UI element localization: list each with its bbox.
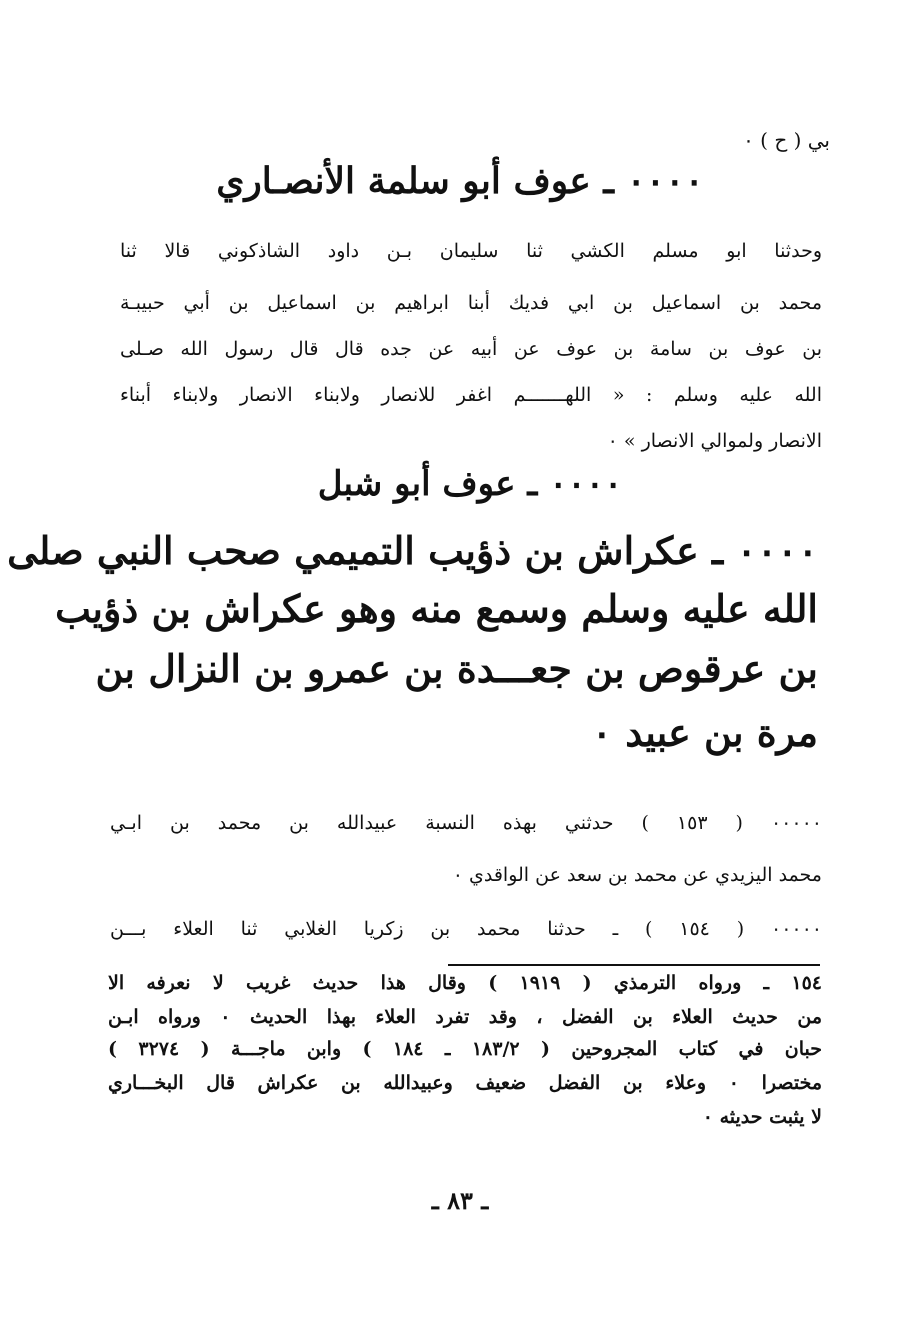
hadith-text-line: وحدثنا ابو مسلم الكشي ثنا سليمان بـن داود الشاذكوني قالا ثنا	[120, 240, 822, 262]
hadith-text-line: محمد بن اسماعيل بن ابي فديك أبنا ابراهيم بن اسماعيل بن أبي حبيبـة	[120, 292, 822, 314]
footnote-line: من حديث العلاء بن الفضل ، وقد تفرد العلاء بهذا الحديث ٠ ورواه ابـن	[108, 1006, 822, 1028]
footnote-line: لا يثبت حديثه ٠	[702, 1106, 822, 1128]
footnote-line: مختصرا ٠ وعلاء بن الفضل ضعيف وعبيدالله بن عكراش قال البخـــاري	[108, 1072, 823, 1094]
footnote-line: حبان في كتاب المجروحين ( ١٨٣/٢ ـ ١٨٤ ) وابن ماجـــة ( ٣٢٧٤ )	[108, 1038, 823, 1060]
biography-line: مرة بن عبيد ٠	[591, 710, 818, 755]
header-note: بي ( ح ) ٠	[743, 128, 830, 152]
footnote-divider	[448, 964, 820, 966]
biography-line: بن عرقوص بن جعـــدة بن عمرو بن النزال بن	[95, 646, 818, 691]
entry-heading-awf-abu-salama: ٠٠٠٠ ـ عوف أبو سلمة الأنصـاري	[216, 160, 704, 202]
hadith-text-line: الله عليه وسلم : « اللهـــــــم اغفر للانصار ولابناء الانصار ولابناء أبناء	[120, 384, 822, 406]
entry-heading-awf-abu-shibl: ٠٠٠٠ ـ عوف أبو شبل	[317, 464, 623, 504]
hadith-text-line: بن عوف بن سامة بن عوف عن أبيه عن جده قال قال رسول الله صـلى	[120, 338, 822, 360]
page-number: ـ ٨٣ ـ	[431, 1186, 489, 1215]
narration-line: ٠٠٠٠٠ ( ١٥٣ ) حدثني بهذه النسبة عبيدالله بن محمد بن ابـي	[110, 812, 822, 834]
biography-line: الله عليه وسلم وسمع منه وهو عكراش بن ذؤيب	[55, 586, 818, 631]
narration-line: ٠٠٠٠٠ ( ١٥٤ ) ـ حدثنا محمد بن زكريا الغلابي ثنا العلاء بـــن	[110, 918, 823, 940]
biography-line: ٠٠٠٠ ـ عكراش بن ذؤيب التميمي صحب النبي صلى	[7, 528, 818, 573]
footnote-line: ١٥٤ ـ ورواه الترمذي ( ١٩١٩ ) وقال هذا حديث غريب لا نعرفه الا	[108, 972, 822, 994]
hadith-text-line: الانصار ولموالي الانصار » ٠	[607, 430, 822, 452]
narration-line: محمد اليزيدي عن محمد بن سعد عن الواقدي ٠	[452, 864, 822, 886]
